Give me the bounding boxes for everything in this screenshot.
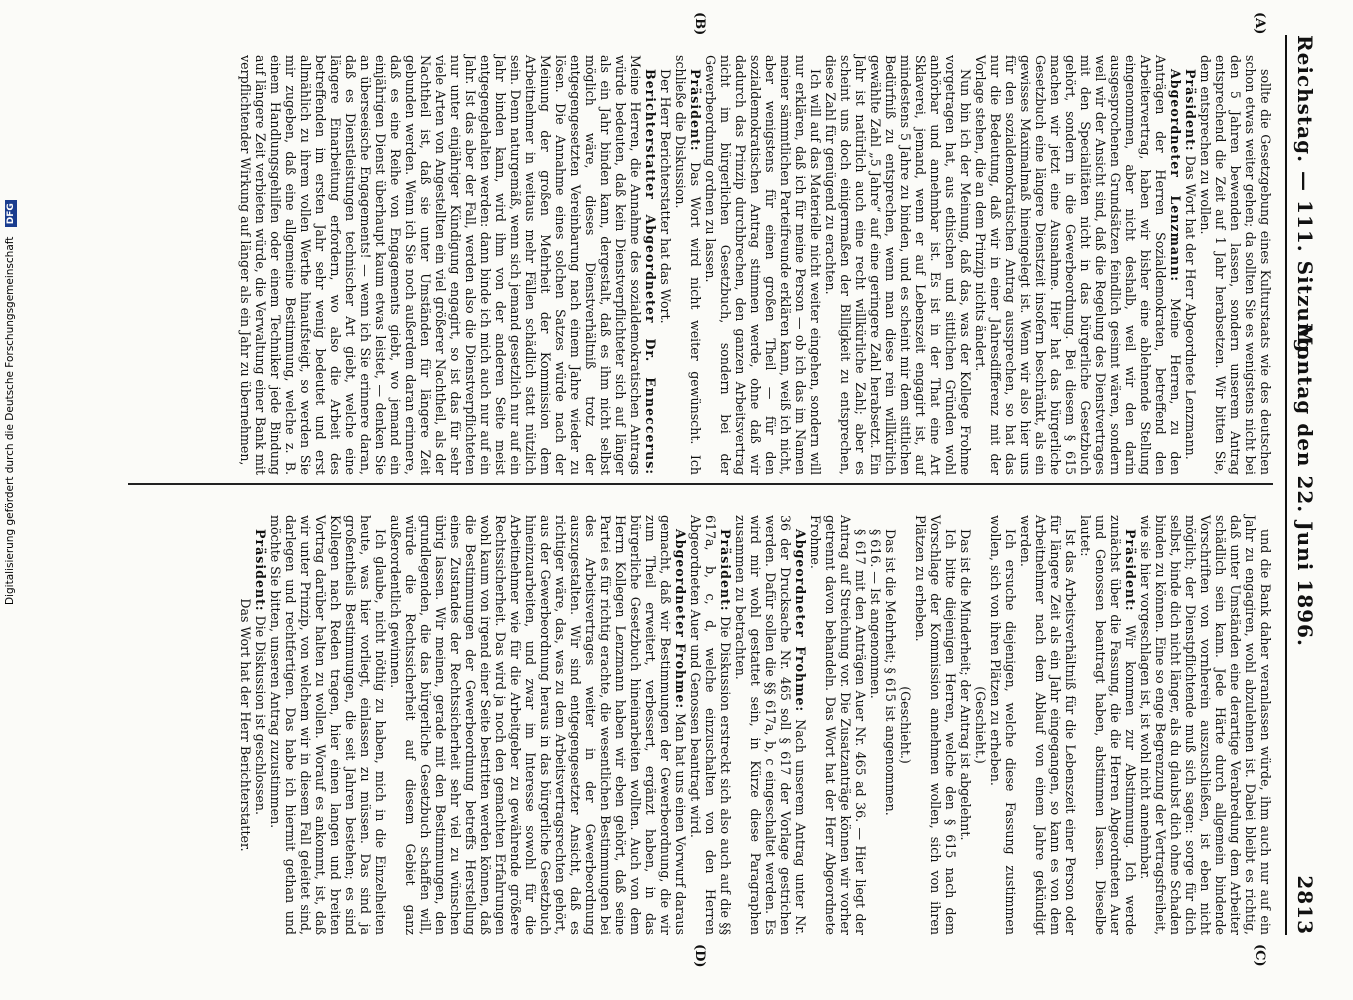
paragraph-text: Das Wort wird nicht weiter gewünscht. Ich schließe die Diskussion. (673, 55, 703, 476)
speaker-label: Präsident: (688, 69, 703, 152)
paragraph-text: (Geschieht.) (973, 686, 988, 764)
speaker-label: Abgeordneter Lenzmann: (1168, 69, 1183, 283)
column-divider (128, 483, 1273, 485)
paragraph (688, 515, 733, 935)
right-column (238, 515, 1273, 935)
paragraph-text: Das ist die Minderheit; der Antrag ist abgelehnt. (958, 529, 973, 841)
speaker-label: Präsident: (253, 529, 268, 612)
paragraph (973, 55, 1183, 475)
header-date: Montag den 22. Juni 1896. (1293, 323, 1317, 647)
speaker-label: Präsident: (1123, 529, 1138, 612)
paragraph-text: Man hat uns einen Vorwurf daraus gemacht, daß wir Bestimmungen der Gewerbeordnung, die wir zum Theil erweitert, verbessert, ergänzt haben, in das bürgerliche Gesetzbuch hineinarbeiten wollten. Auch von dem Herrn Kollegen Lenzmann haben wir eben gehört, daß seine Partei es für richtig erachte, die wesentlichen Bestimmungen bei des Arbeitsvertrages weiter in der Gewerbeordnung auszugestalten. Wir sind entgegengesetzter Ansicht, daß es richtiger wäre, das, was zu dem Arbeitsvertragsrechten gehört, aus der Gewerbeordnung heraus in das bürgerliche Gesetzbuch hineinzuarbeiten, und zwar im Interesse sowohl für die Arbeitnehmer wie für die Arbeitgeber zu gewährende größere Rechtssicherheit. Das wird ja noch den gemachten Erfahrungen wohl kaum von irgend einer Seite bestritten werden können, daß die Bestimmungen der Gewerbeordnung betreffs Herstellung eines Zustandes der Rechtssicherheit sehr viel zu wünschen übrig lassen. Wir meinen, gerade mit den Bestimmungen, den grundlegenden, die das bürgerliche Gesetzbuch schaffen will, würde die Rechtssicherheit auf diesem Gebiet ganz außerordentlich gewinnen. (388, 515, 688, 936)
paragraph (808, 515, 868, 935)
paragraph (1138, 515, 1273, 935)
speaker-label: Präsident: (718, 529, 733, 612)
funding-footer (4, 203, 18, 605)
paragraph-text: (Geschieht.) (898, 686, 913, 764)
paragraph-text: § 616. — Ist angenommen. (868, 529, 883, 699)
paragraph-text: Die Diskussion ist geschlossen. (253, 615, 268, 815)
paragraph (988, 515, 1018, 935)
paragraph (238, 515, 253, 935)
funding-credit: Digitalisierung gefördert durch die Deutsche Forschungsgemeinschaft (4, 236, 16, 605)
paragraph (388, 515, 688, 935)
paragraph-text: Ich ersuche diejenigen, welche diese Fassung zustimmen wollen, sich von ihren Plätzen zu erheben. (988, 515, 1018, 935)
margin-letter-b: (B) (692, 12, 707, 36)
paragraph (268, 515, 388, 935)
paragraph (1183, 55, 1198, 475)
paragraph (733, 515, 808, 935)
margin-letter-d: (D) (692, 944, 707, 968)
paragraph-text: und die Bank daher veranlassen würde, ihm auch nur auf ein Jahr zu engagiren, wohl abzulehnen ist. Dabei bleibt es richtig, daß unter Umständen eine derartige Verabredung dem Arbeiter schädlich sein kann. Jede Härte durch allgemein bindende Vorschriften von vornherein auszuschließen, ist eben nicht möglich; der Dienstpflichtende muß sich sagen: sorge für dich selbst, binde dich nicht länger, als du glaubst dich ohne Schaden binden zu können. Eine so enge Begrenzung der Vertragsfreiheit, wie sie hier vorgeschlagen ist, ist wohl nicht annehmbar. (1138, 515, 1273, 935)
paragraph (958, 515, 973, 935)
page-number: 2813 (1293, 875, 1317, 935)
paragraph-text: Der Herr Berichterstatter hat das Wort. (658, 69, 673, 324)
page-header (1285, 35, 1317, 935)
paragraph (898, 515, 913, 935)
margin-letter-a: (A) (1252, 12, 1267, 35)
paragraph (1018, 515, 1078, 935)
paragraph-text: Die Diskussion erstreckt sich also auch auf die §§ 617a, b, c, d, welche einzuschalten von den Herren Abgeordneten Auer und Genossen beantragt wird. (688, 515, 733, 935)
paragraph (703, 55, 823, 475)
paragraph-text: Meine Herren, zu den Anträgen der Herren Sozialdemokraten, betreffend den Arbeitervertrag, haben wir bisher eine ablehnende Stellung eingenommen, aber nicht deshalb, weil wir den darin ausgesprochenen Grundsätzen feindlich gesinnt wären, sondern weil wir der Ansicht sind, daß die Regelung des Dienstvertrages mit den Specialitäten nicht in das bürgerliche Gesetzbuch gehört, sondern in die Gewerbeordnung. Bei diesem § 615 machen wir jetzt eine Ausnahme. Hier hat das bürgerliche Gesetzbuch eine längere Dienstzeit insofern beschränkt, als ein gewisses Maximalmaß hineingelegt ist. Wenn wir also hier uns für den sozialdemokratischen Antrag aussprechen, so hat das nur die Bedeutung, daß wir in einer Jahresdifferenz mit der Vorlage stehen, die an dem Prinzip nichts ändert. (973, 55, 1183, 475)
speaker-label: Abgeordneter Frohme: (673, 529, 688, 710)
speaker-label: Präsident: (1183, 69, 1198, 152)
margin-letter-c: (C) (1252, 944, 1267, 967)
paragraph-text: Das Wort hat der Herr Abgeordnete Lenzmann. (1183, 155, 1198, 460)
paragraph-text: Ist das Arbeitsverhältniß für die Lebenszeit einer Person oder für längere Zeit als ein Jahr eingegangen, so kann es von dem Arbeitnehmer nach dem Ablauf von einem Jahre gekündigt werden. (1018, 515, 1078, 935)
paragraph (973, 515, 988, 935)
paragraph (883, 515, 898, 935)
paragraph-text: Ich bitte diejenigen Herren, welche den § 615 nach dem Vorschlage der Kommission annehmen wollen, sich von ihren Plätzen zu erheben. (913, 515, 958, 935)
paragraph-text: Das Wort hat der Herr Berichterstatter. (238, 598, 253, 852)
paragraph (253, 515, 268, 935)
paragraph (1078, 515, 1138, 935)
paragraph-text: Ich glaube, nicht nöthig zu haben, mich in die Einzelheiten heute, was hier vorliegt, einlassen zu müssen. Das sind ja großentheils Bestimmungen, die seit Jahren bestehen; es sind Kollegen nach Reden tragen, hier einen langen und breiten Vortrag darüber halten zu wollen. Worauf es ankommt, ist, daß wir unter Prinzip, von welchem wir in diesem Fall geleitet sind, darlegen und rechtfertigen. Das habe ich hiermit gethan und möchte Sie bitten, unseren Antrag zuzustimmen. (268, 515, 388, 935)
paragraph-text: § 617 mit den Anträgen Auer Nr. 465 ad 36. — Hier liegt der Antrag auf Streichung vor. Die Zusatzanträge können wir vorher getrennt davon behandeln. Das Wort hat der Herr Abgeordnete Frohme. (808, 515, 868, 935)
paragraph-text: Nach unserem Antrag unter Nr. 36 der Drucksache Nr. 465 soll § 617 der Vorlage gestrichen werden. Dafür sollen die §§ 617a, b, c eingeschaltet werden. Es wird mir wohl gestattet sein, in Kürze diese Paragraphen zusammen zu betrachten. (733, 515, 808, 935)
header-session: Reichstag. — 111. Sitzung. (1293, 35, 1317, 362)
paragraph-text: sollte die Gesetzgebung eines Kulturstaats wie des deutschen schon etwas weiter gehen; da sollten Sie es wenigstens nicht bei den 5 Jahren bewenden lassen, sondern unserem Antrag entsprechend die Zeit auf 1 Jahr herabsetzen. Wir bitten Sie, dem entsprechen zu wollen. (1198, 55, 1273, 475)
paragraph (913, 515, 958, 935)
paragraph (658, 55, 673, 475)
speaker-label: Berichterstatter Abgeordneter Dr. Enneccerus: (643, 69, 658, 475)
paragraph-text: Nun bin ich der Meinung, daß das, was der Kollege Frohme vorgetragen hat, aus ethischen und sittlichen Gründen wohl anhörbar und annehmbar ist. Es ist in der That eine Art Sklaverei, jemand, wenn er auf Lebenszeit engagirt ist, auf mindestens 5 Jahre zu binden, und es scheint mir dem sittlichen Bedürfniß zu entsprechen, wenn man diese rein willkürlich gewählte Zahl „5 Jahre“ auf eine geringere Zahl herabsetzt. Ein Jahr ist natürlich auch eine recht willkürliche Zahl; aber es scheint uns doch einigermaßen der Billigkeit zu entsprechen, diese Zahl für genügend zu erachten. (823, 55, 973, 475)
paragraph (823, 55, 973, 475)
paragraph-text: Wir kommen zur Abstimmung. Ich werde zunächst über die Fassung, die die Herren Abgeordneten Auer und Genossen beantragt haben, abstimmen lassen. Dieselbe lautet: (1078, 515, 1138, 935)
paragraph (1198, 55, 1273, 475)
dfg-logo: DFG (5, 200, 17, 227)
left-column (238, 55, 1273, 475)
paragraph (868, 515, 883, 935)
paragraph-text: Meine Herren, die Annahme des sozialdemokratischen Antrags würde bedeuten, daß kein Dienstverpflichteter sich auf länger als ein Jahr binden kann, dergestalt, daß es ihm nicht selbst möglich wäre, dieses Dienstverhältniß trotz der entgegengesetzten Vereinbarung nach einem Jahre wieder zu lösen. Die Annahme eines solchen Satzes würde nach der Meinung der großen Mehrheit der Kommission dem Arbeitnehmer in weitaus mehr Fällen schädlich statt nützlich sein. Denn naturgemäß, wenn sich jemand gesetzlich nur auf ein Jahr binden kann, wird ihm von der anderen Seite meist entgegengehalten werden: dann binde ich mich auch nur auf ein Jahr. Ist das aber der Fall, werden also die Dienstverpflichteten nur unter einjähriger Kündigung engagirt, so ist das für sehr viele Arten von Angestellten ein viel größerer Nachtheil, als der Nachtheil ist, daß sie unter Umständen für längere Zeit gebunden werden. Wenn ich Sie noch außerdem daran erinnere, daß es eine Reihe von Engagements giebt, wo jemand ein einjährigen Dienst überhaupt kaum etwas leistet, — denken Sie an überseeische Engagements! — wenn ich Sie erinnere daran, daß es Dienstleistungen technischer Art giebt, welche eine längere Einarbeitung erfordern, wo also die Arbeit des betreffenden im ersten Jahr sehr wenig bedeutet und erst allmählich zu ihrem vollen Werthe hinaufsteigt, so werden Sie mir zugeben, daß eine allgemeine Bestimmung, welche z. B. einem Handlungsgehilfen oder einem Techniker jede Bindung auf längere Zeit verbieten würde, die Verwaltung einer Bank mit verpflichtender Wirkung auf länger als ein Jahr zu übernehmen, (238, 55, 643, 475)
paragraph (673, 55, 703, 475)
paragraph-text: Das ist die Mehrheit; § 615 ist angenommen. (883, 529, 898, 816)
paragraph-text: Ich will auf das Materielle nicht weiter eingehen, sondern will nur erklären, daß ich für meine Person — ob ich das im Namen meiner sämmtlichen Parteifreunde erklären kann, weiß ich nicht, aber wenigstens für einen großen Theil — für den sozialdemokratischen Antrag stimmen werde, ohne daß wir dadurch das Prinzip durchbrechen, den ganzen Arbeitsvertrag nicht im bürgerlichen Gesetzbuch, sondern bei der Gewerbeordnung ordnen zu lassen. (703, 55, 823, 475)
paragraph (238, 55, 658, 475)
speaker-label: Abgeordneter Frohme: (793, 529, 808, 713)
